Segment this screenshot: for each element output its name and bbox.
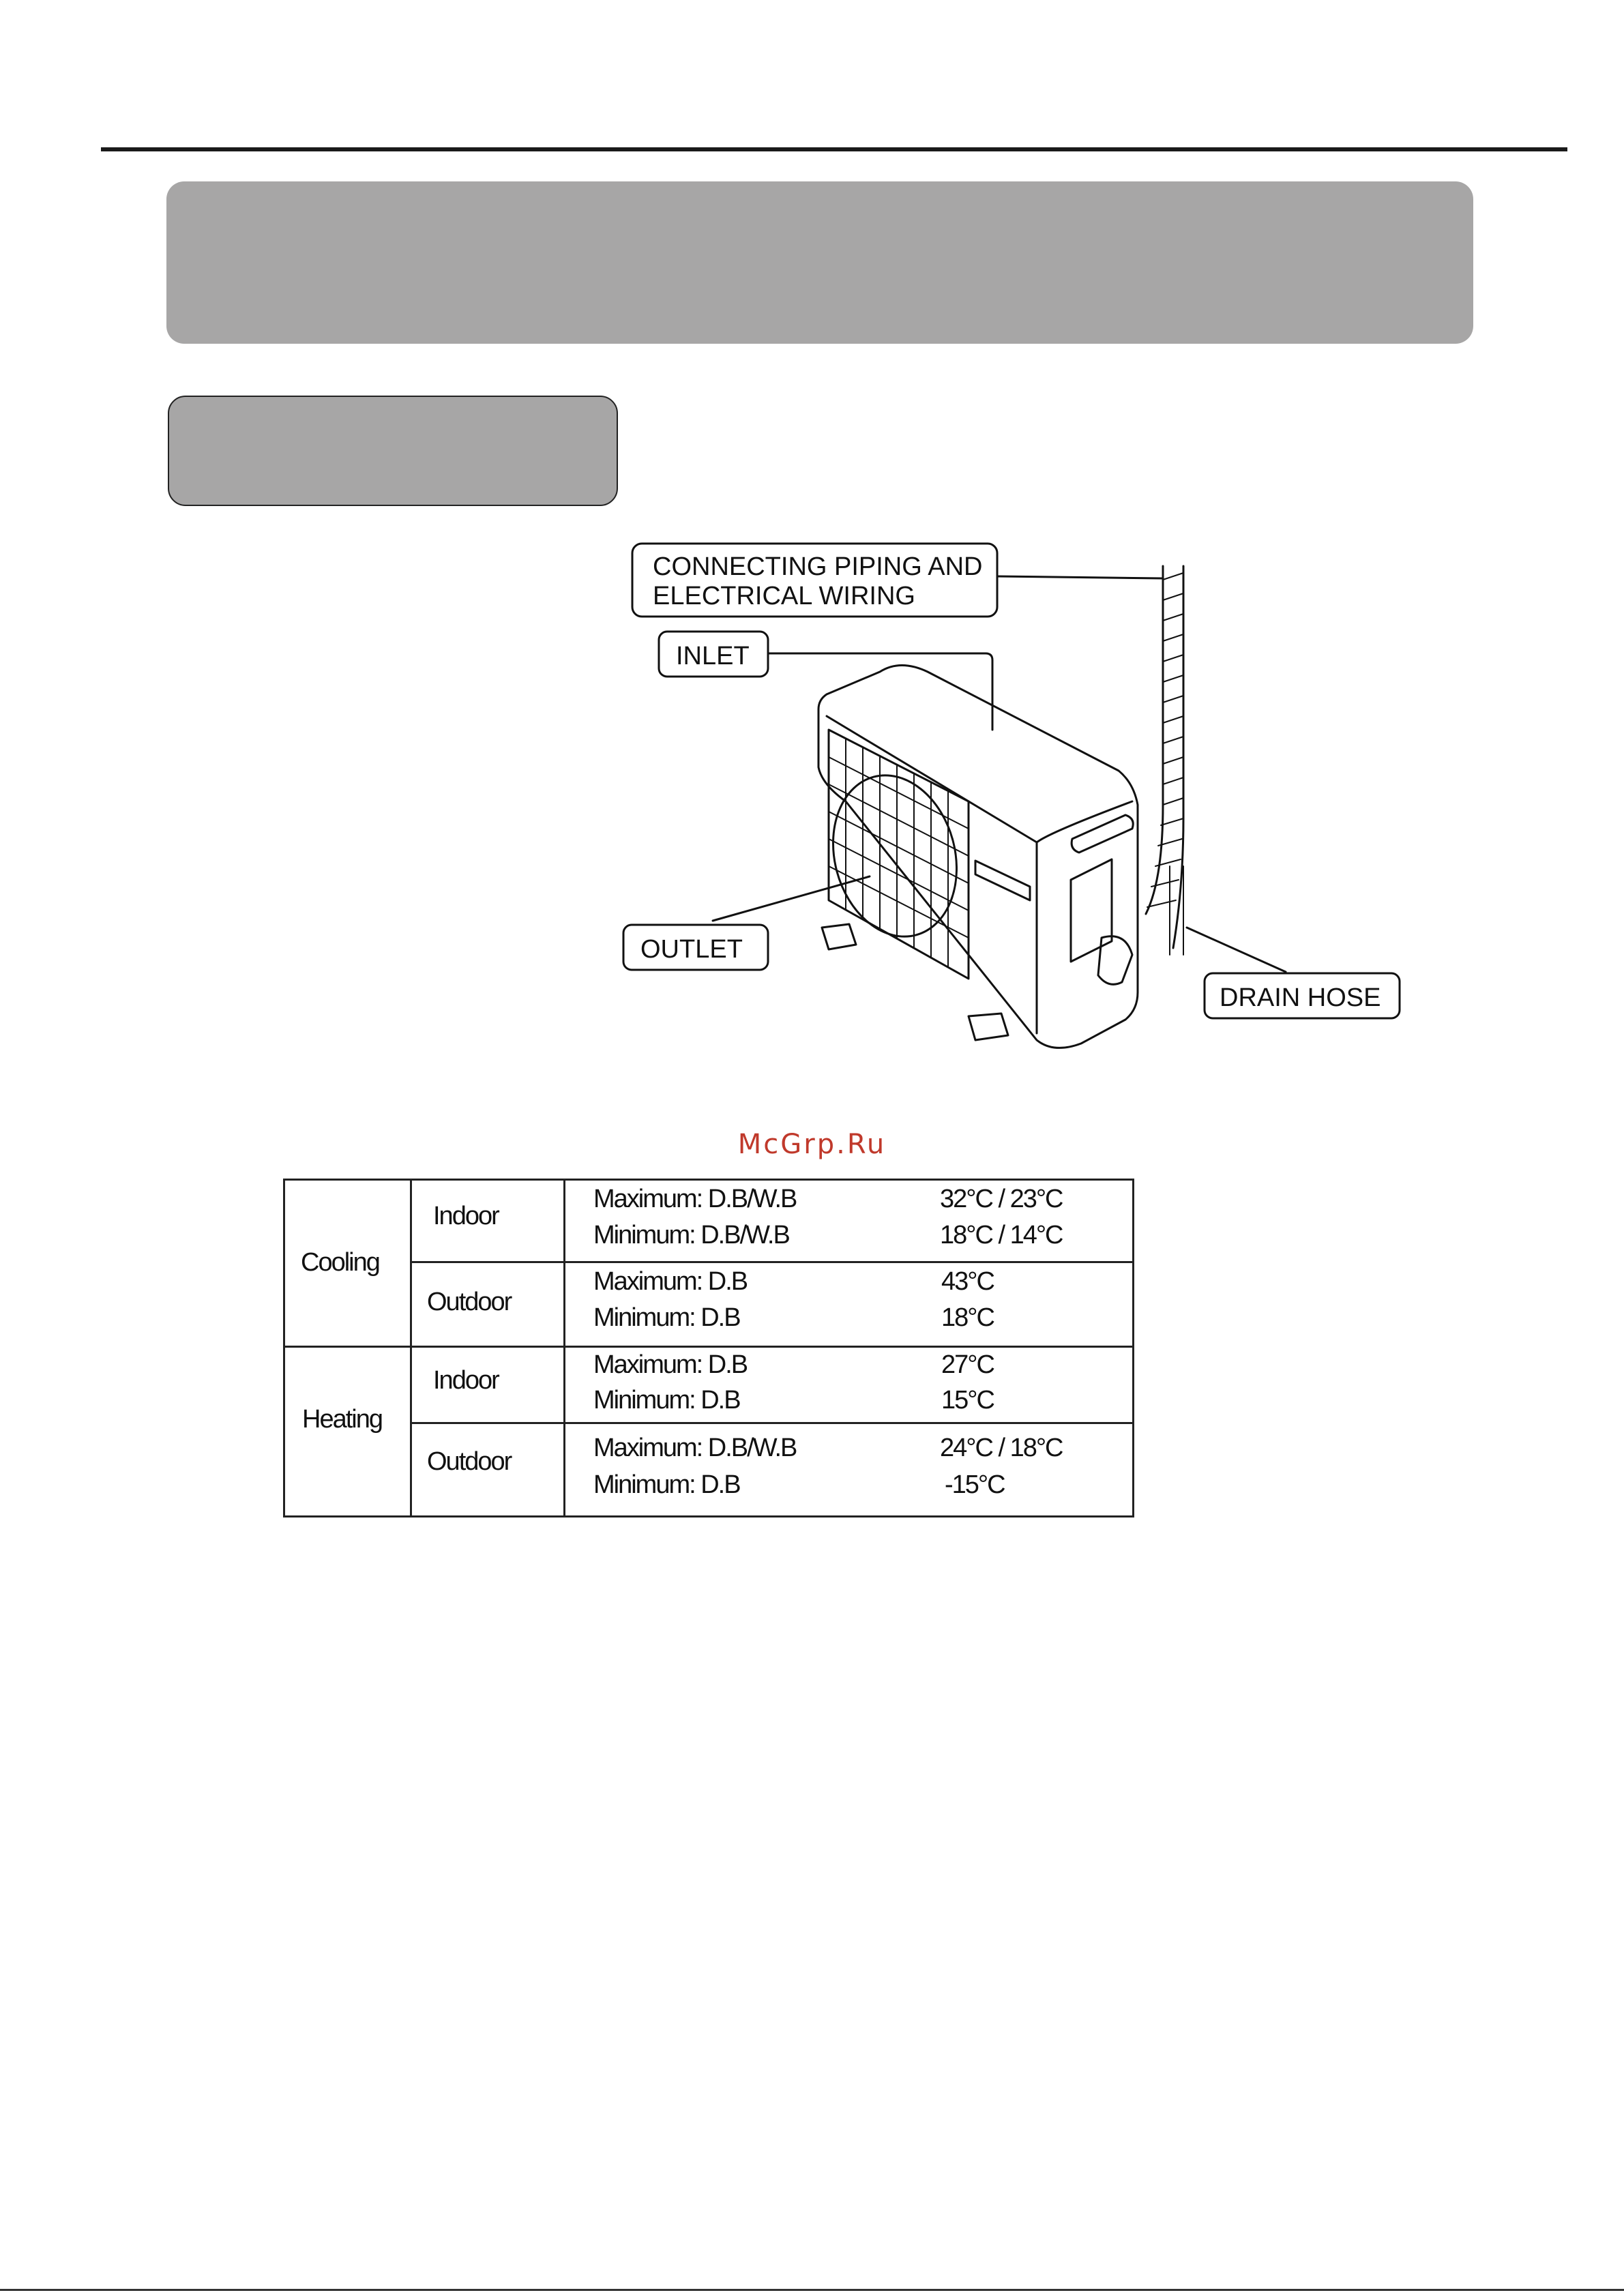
piping-leader xyxy=(997,576,1163,578)
bottom-rule xyxy=(0,2289,1624,2291)
condition-label: Maximum: D.B/W.B xyxy=(593,1185,797,1213)
condition-value: 43°C xyxy=(941,1267,994,1296)
table-col-divider-2 xyxy=(563,1179,565,1517)
hose-coils xyxy=(1147,573,1183,907)
condition-label: Maximum: D.B/W.B xyxy=(593,1434,797,1462)
foot-right xyxy=(969,1013,1008,1040)
grille-bars xyxy=(829,739,969,967)
inlet-callout-text: INLET xyxy=(676,642,750,670)
drain-leader xyxy=(1187,928,1286,972)
condition-value: 32°C / 23°C xyxy=(940,1185,1063,1213)
condition-value: -15°C xyxy=(945,1470,1005,1499)
condition-value: 24°C / 18°C xyxy=(940,1434,1063,1462)
foot-left xyxy=(822,924,856,949)
inlet-leader xyxy=(768,653,992,704)
table-left-border xyxy=(283,1179,285,1517)
watermark: McGrp.Ru xyxy=(737,1129,887,1160)
drain-callout-text: DRAIN HOSE xyxy=(1220,983,1381,1012)
outlet-callout-text: OUTLET xyxy=(640,935,743,964)
unit-body xyxy=(818,666,1138,1048)
piping-callout-line1: CONNECTING PIPING AND xyxy=(653,552,983,581)
location-heating-outdoor: Outdoor xyxy=(427,1447,512,1476)
condition-value: 15°C xyxy=(941,1386,994,1415)
location-cooling-outdoor: Outdoor xyxy=(427,1288,512,1316)
location-cooling-indoor: Indoor xyxy=(433,1202,499,1230)
condition-value: 18°C xyxy=(941,1303,994,1332)
condition-value: 18°C / 14°C xyxy=(940,1221,1063,1249)
condition-label: Maximum: D.B xyxy=(593,1267,748,1296)
pipe-left-edge xyxy=(1146,566,1163,914)
valve-cover xyxy=(1098,936,1132,985)
table-row-divider-2 xyxy=(410,1422,1134,1424)
table-right-border xyxy=(1132,1179,1134,1517)
piping-callout-line2: ELECTRICAL WIRING xyxy=(653,582,915,610)
mode-heating: Heating xyxy=(302,1405,382,1434)
condition-value: 27°C xyxy=(941,1350,994,1379)
name-plate xyxy=(975,861,1030,900)
table-mode-divider xyxy=(283,1346,1134,1348)
condition-label: Minimum: D.B/W.B xyxy=(593,1221,789,1249)
location-heating-indoor: Indoor xyxy=(433,1366,499,1395)
table-col-divider-1 xyxy=(410,1179,412,1517)
condition-label: Maximum: D.B xyxy=(593,1350,748,1379)
outdoor-unit-diagram xyxy=(0,0,1624,1091)
mode-cooling: Cooling xyxy=(301,1248,379,1277)
condition-label: Minimum: D.B xyxy=(593,1470,740,1499)
condition-label: Minimum: D.B xyxy=(593,1303,740,1332)
operating-range-table xyxy=(283,1179,1134,1517)
service-panel xyxy=(1071,859,1112,962)
table-row-divider-1 xyxy=(410,1261,1134,1263)
condition-label: Minimum: D.B xyxy=(593,1386,740,1415)
